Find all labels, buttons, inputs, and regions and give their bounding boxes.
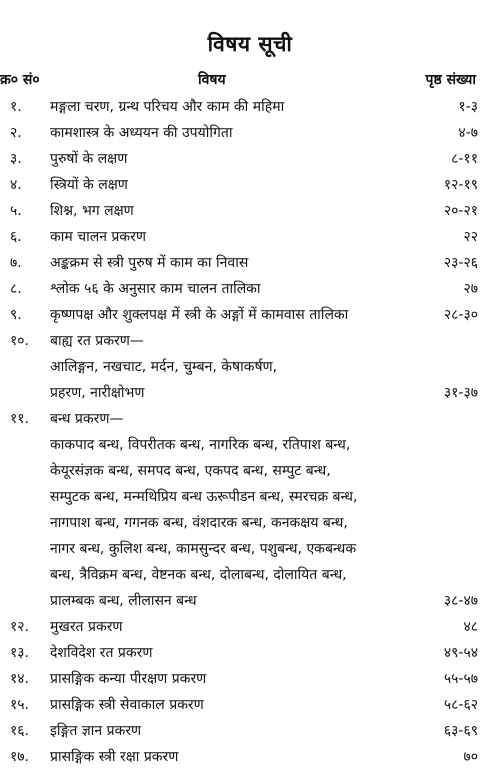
- page-title: विषय सूची: [207, 32, 293, 56]
- toc-entry: [0, 614, 500, 640]
- toc-entry-subject: [50, 718, 418, 744]
- toc-entry-page: २७: [463, 281, 478, 297]
- toc-entry-number: २.: [10, 125, 22, 141]
- header-subject: विषय: [198, 72, 226, 88]
- toc-entry-number: ३.: [10, 151, 22, 167]
- toc-entry-subject: [50, 276, 418, 302]
- toc-entry-number: १०.: [10, 333, 30, 349]
- toc-entry: [0, 172, 500, 198]
- toc-entry-subject: [50, 120, 418, 146]
- toc-entry-number: ६.: [10, 229, 22, 245]
- toc-entry-line: बाह्य रत प्रकरण—: [50, 333, 144, 349]
- toc-entry-line: अङ्कक्रम से स्त्री पुरुष में काम का निवास: [50, 255, 249, 271]
- toc-entry: [0, 406, 500, 614]
- toc-entry-page: ७०: [463, 749, 478, 765]
- toc-entry-number: १५.: [10, 697, 30, 713]
- toc-entry-page: २२: [463, 229, 478, 245]
- toc-entry-line: नागपाश बन्ध, गगनक बन्ध, वंशदारक बन्ध, कनकक्षय बन्ध,: [50, 515, 348, 531]
- toc-entry-page: ४-७: [458, 125, 478, 141]
- toc-entry-subject: [50, 172, 418, 198]
- toc-entry: [0, 718, 500, 744]
- toc-entry-line: आलिङ्गन, नखचाट, मर्दन, चुम्बन, केषाकर्षण,: [50, 359, 278, 375]
- toc-entry: [0, 94, 500, 120]
- toc-entry-page: ३१-३७: [443, 385, 478, 401]
- toc-entry-subject: [50, 406, 418, 614]
- toc-entry-subject: [50, 692, 418, 718]
- toc-entry: [0, 640, 500, 666]
- toc-entry: [0, 302, 500, 328]
- toc-entry: [0, 198, 500, 224]
- toc-entry-page: ५५-५७: [443, 671, 478, 687]
- toc-entry-line: प्रासङ्गिक कन्या पीरक्षण प्रकरण: [50, 671, 207, 687]
- toc-entry: [0, 146, 500, 172]
- toc-entry-page: २३-२६: [443, 255, 478, 271]
- toc-entry-page: ४८: [463, 619, 478, 635]
- toc-entry-line: स्त्रियों के लक्षण: [50, 177, 128, 193]
- toc-entry: [0, 120, 500, 146]
- toc-entry-number: ११.: [10, 411, 30, 427]
- toc-entry-number: १७.: [10, 749, 30, 765]
- toc-entry-line: कृष्णपक्ष और शुक्लपक्ष में स्त्री के अङ्गों में कामवास तालिका: [50, 307, 349, 323]
- toc-entry-subject: [50, 328, 418, 406]
- toc-entry: [0, 666, 500, 692]
- toc-entry-number: १६.: [10, 723, 30, 739]
- toc-entry-subject: [50, 744, 418, 770]
- toc-entry-page: ६३-६९: [443, 723, 478, 739]
- toc-entry-number: १२.: [10, 619, 30, 635]
- toc-entry-line: बन्ध, त्रैविक्रम बन्ध, वेष्टनक बन्ध, दोलाबन्ध, दोलायित बन्ध,: [50, 567, 347, 583]
- toc-entry-subject: [50, 614, 418, 640]
- toc-entry-subject: [50, 94, 418, 120]
- toc-entry-line: प्रहरण, नारीक्षोभण: [50, 385, 145, 401]
- toc-entry-line: नागर बन्ध, कुलिश बन्ध, कामसुन्दर बन्ध, पशुबन्ध, एकबन्धक: [50, 541, 357, 557]
- toc-entry-line: काम चालन प्रकरण: [50, 229, 146, 245]
- toc-entry-page: १-३: [458, 99, 478, 115]
- toc-entry-line: बन्ध प्रकरण—: [50, 411, 124, 427]
- toc-entry-page: २८-३०: [443, 307, 478, 323]
- toc-entry-line: सम्पुटक बन्ध, मन्मथिप्रिय बन्ध ऊरूपीडन बन्ध, स्मरचक्र बन्ध,: [50, 489, 358, 505]
- toc-entry-line: प्रासङ्गिक स्त्री रक्षा प्रकरण: [50, 749, 179, 765]
- toc-entry-number: ५.: [10, 203, 22, 219]
- toc-entry-line: काकपाद बन्ध, विपरीतक बन्ध, नागरिक बन्ध, रतिपाश बन्ध,: [50, 437, 351, 453]
- toc-entry-line: मुखरत प्रकरण: [50, 619, 123, 635]
- toc-entry-subject: [50, 640, 418, 666]
- toc-entry: [0, 250, 500, 276]
- toc-entry-subject: [50, 198, 418, 224]
- toc-entry-page: ४९-५४: [443, 645, 478, 661]
- toc-entry-line: शिश्न, भग लक्षण: [50, 203, 134, 219]
- toc-entry-line: प्रालम्बक बन्ध, लीलासन बन्ध: [50, 593, 197, 609]
- toc-entry-number: १४.: [10, 671, 30, 687]
- toc-entry-line: देशविदेश रत प्रकरण: [50, 645, 153, 661]
- toc-entry-subject: [50, 666, 418, 692]
- toc-entry-number: १३.: [10, 645, 30, 661]
- toc-entry-page: ५८-६२: [443, 697, 478, 713]
- toc-entry-page: ३८-४७: [443, 593, 478, 609]
- toc-list: [0, 94, 500, 770]
- toc-entry-line: मङ्गला चरण, ग्रन्थ परिचय और काम की महिमा: [50, 99, 285, 115]
- toc-entry: [0, 692, 500, 718]
- toc-entry-subject: [50, 302, 418, 328]
- toc-entry-number: ९.: [10, 307, 22, 323]
- toc-entry-line: केयूरसंज्ञक बन्ध, समपद बन्ध, एकपद बन्ध, सम्पुट बन्ध,: [50, 463, 331, 479]
- toc-entry-page: १२-१९: [443, 177, 478, 193]
- toc-entry: [0, 328, 500, 406]
- toc-entry-line: प्रासङ्गिक स्त्री सेवाकाल प्रकरण: [50, 697, 204, 713]
- toc-entry-line: कामशास्त्र के अध्ययन की उपयोगिता: [50, 125, 233, 141]
- toc-entry-subject: [50, 146, 418, 172]
- toc-entry-page: ८-११: [451, 151, 478, 167]
- toc-entry-line: इङ्गित ज्ञान प्रकरण: [50, 723, 142, 739]
- toc-entry-number: ७.: [10, 255, 22, 271]
- toc-entry-page: २०-२१: [443, 203, 478, 219]
- toc-entry-number: ४.: [10, 177, 22, 193]
- header-serial: क्र० सं०: [0, 72, 40, 88]
- toc-entry-subject: [50, 224, 418, 250]
- toc-entry-line: श्लोक ५६ के अनुसार काम चालन तालिका: [50, 281, 261, 297]
- toc-entry-line: पुरुषों के लक्षण: [50, 151, 128, 167]
- header-page: पृष्ठ संख्या: [425, 72, 476, 88]
- toc-entry: [0, 276, 500, 302]
- toc-entry-number: ८.: [10, 281, 22, 297]
- toc-entry-subject: [50, 250, 418, 276]
- toc-entry: [0, 744, 500, 770]
- toc-entry-number: १.: [10, 99, 22, 115]
- toc-entry: [0, 224, 500, 250]
